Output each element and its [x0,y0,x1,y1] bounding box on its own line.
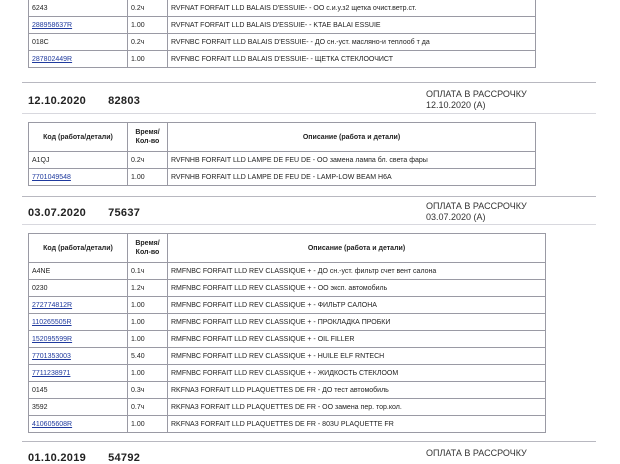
quantity: 0.3ч [128,382,168,399]
table-row [29,297,546,314]
table-header-row [29,123,536,152]
col-header-desc: Описание (работа и детали) [168,234,546,263]
part-code: A1QJ [29,152,128,169]
description: RMFNBC FORFAIT LLD REV CLASSIQUE + - ДО сн.-уст. фильтр счет вент салона [168,263,546,280]
quantity: 5.40 [128,348,168,365]
payment-type: ОПЛАТА В РАССРОЧКУ [426,448,527,458]
part-code-link[interactable]: 110265505R [29,314,128,331]
divider [22,82,596,83]
description: RVFNHB FORFAIT LLD LAMPE DE FEU DE - ОО замена лампа бл. света фары [168,152,536,169]
description: RVFNAT FORFAIT LLD BALAIS D'ESSUIE- - KTAE BALAI ESSUIE [168,17,536,34]
quantity: 0.2ч [128,152,168,169]
payment-type: ОПЛАТА В РАССРОЧКУ [426,201,527,211]
payment-type: ОПЛАТА В РАССРОЧКУ [426,89,527,99]
col-header-code: Код (работа/детали) [29,234,128,263]
quantity: 1.00 [128,17,168,34]
description: RVFNHB FORFAIT LLD LAMPE DE FEU DE - LAMP-LOW BEAM H6A [168,169,536,186]
quantity: 0.2ч [128,34,168,51]
quantity: 1.00 [128,416,168,433]
part-code-link[interactable]: 272774812R [29,297,128,314]
table-row [29,331,546,348]
col-header-time: Время/ Кол-во [128,123,168,152]
description: RVFNAT FORFAIT LLD BALAIS D'ESSUIE- - ОО с.и.у.з2 щетка очист.ветр.ст. [168,0,536,17]
table-row [29,17,536,34]
table-row [29,416,546,433]
description: RKFNA3 FORFAIT LLD PLAQUETTES DE FR - 803U PLAQUETTE FR [168,416,546,433]
table-row [29,51,536,68]
table-row [29,169,536,186]
part-code: 0145 [29,382,128,399]
order-header [28,95,140,107]
table-row [29,314,546,331]
description: RKFNA3 FORFAIT LLD PLAQUETTES DE FR - ОО замена пер. тор.кол. [168,399,546,416]
order-number: 75637 [108,207,141,219]
quantity: 1.00 [128,51,168,68]
quantity: 1.00 [128,314,168,331]
table-row [29,280,546,297]
divider [22,224,596,225]
col-header-time: Время/ Кол-во [128,234,168,263]
col-header-code: Код (работа/детали) [29,123,128,152]
description: RMFNBC FORFAIT LLD REV CLASSIQUE + - ФИЛЬТР САЛОНА [168,297,546,314]
part-code-link[interactable]: 7711238971 [29,365,128,382]
divider [22,113,596,114]
top-parts-body [29,0,536,68]
order-table [28,233,546,433]
quantity: 1.00 [128,169,168,186]
description: RVFNBC FORFAIT LLD BALAIS D'ESSUIE- - ДО сн.-уст. масляно-и теплооб т да [168,34,536,51]
payment-info [426,89,527,111]
description: RMFNBC FORFAIT LLD REV CLASSIQUE + - ОО эксп. автомобиль [168,280,546,297]
divider [22,196,596,197]
part-code-link[interactable]: 410605608R [29,416,128,433]
table-row [29,348,546,365]
part-code: 6243 [29,0,128,17]
order-number: 82803 [108,95,141,107]
part-code: 018C [29,34,128,51]
table-row [29,0,536,17]
quantity: 0.7ч [128,399,168,416]
table-row [29,382,546,399]
part-code: 0230 [29,280,128,297]
payment-info [426,201,527,223]
quantity: 1.2ч [128,280,168,297]
quantity: 1.00 [128,365,168,382]
payment-date: 12.10.2020 (А) [426,100,486,110]
part-code-link[interactable]: 152095599R [29,331,128,348]
order-date: 12.10.2020 [28,95,87,107]
payment-date: 03.07.2020 (А) [426,212,486,222]
order-number: 54792 [108,452,141,464]
part-code-link[interactable]: 7701353003 [29,348,128,365]
description: RVFNBC FORFAIT LLD BALAIS D'ESSUIE- - ЩЕТКА СТЕКЛООЧИСТ [168,51,536,68]
divider [22,441,596,442]
table-row [29,34,536,51]
description: RMFNBC FORFAIT LLD REV CLASSIQUE + - HUILE ELF RNTECH [168,348,546,365]
part-code-link[interactable]: 288958637R [29,17,128,34]
quantity: 1.00 [128,297,168,314]
part-code-link[interactable]: 287802449R [29,51,128,68]
table-row [29,399,546,416]
top-parts-table [28,0,536,68]
quantity: 1.00 [128,331,168,348]
table-row [29,365,546,382]
part-code: 3592 [29,399,128,416]
part-code: A4NE [29,263,128,280]
table-row [29,152,536,169]
payment-info [426,448,527,459]
order-header [28,452,140,464]
description: RMFNBC FORFAIT LLD REV CLASSIQUE + - OIL FILLER [168,331,546,348]
order-date: 03.07.2020 [28,207,87,219]
description: RKFNA3 FORFAIT LLD PLAQUETTES DE FR - ДО тест автомобиль [168,382,546,399]
table-row [29,263,546,280]
order-date: 01.10.2019 [28,452,87,464]
description: RMFNBC FORFAIT LLD REV CLASSIQUE + - ПРОКЛАДКА ПРОБКИ [168,314,546,331]
quantity: 0.1ч [128,263,168,280]
order-table [28,122,536,186]
table-header-row [29,234,546,263]
quantity: 0.2ч [128,0,168,17]
order-header [28,207,140,219]
col-header-desc: Описание (работа и детали) [168,123,536,152]
description: RMFNBC FORFAIT LLD REV CLASSIQUE + - ЖИДКОСТЬ СТЕКЛООМ [168,365,546,382]
part-code-link[interactable]: 7701049548 [29,169,128,186]
